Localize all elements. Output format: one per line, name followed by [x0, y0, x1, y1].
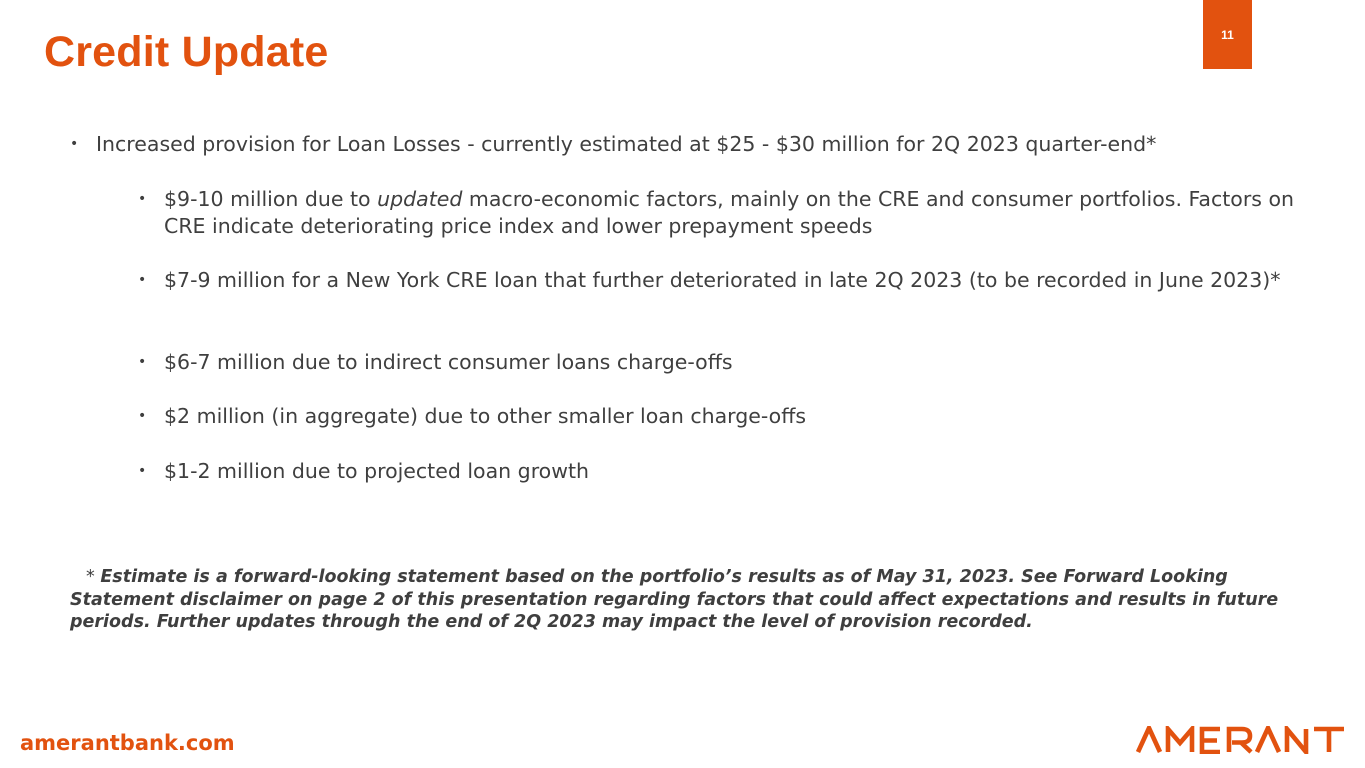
sub-bullet-macro-emphasis: updated [377, 187, 463, 211]
sub-bullet-smaller-loans [138, 403, 1314, 430]
bullet-dot: • [138, 463, 147, 479]
bullet-dot: • [70, 136, 79, 152]
bullet-dot: • [138, 408, 147, 424]
bullet-dot: • [138, 354, 147, 370]
footnote-text: Estimate is a forward-looking statement based on the portfolio’s results as of May 31, 2023. See Forward Looking Statement disclaimer on page 2 of this presentation regarding factors that could affect expectations and results in future periods. Further updates through the end of 2Q 2023 may impact the level of provision recorded. [70, 567, 1279, 632]
page-number: 11 [1221, 27, 1234, 42]
sub-bullet-smaller-loans-text: $2 million (in aggregate) due to other smaller loan charge-offs [164, 404, 806, 428]
page-number-badge [1203, 0, 1252, 69]
main-bullet-text: Increased provision for Loan Losses - currently estimated at $25 - $30 million for 2Q 2023 quarter-end* [96, 132, 1157, 156]
sub-bullet-loan-growth-text: $1-2 million due to projected loan growth [164, 459, 590, 483]
main-bullet [70, 131, 1336, 158]
sub-bullet-consumer [138, 349, 1314, 376]
forward-looking-footnote [70, 566, 1310, 634]
sub-bullet-ny-cre [138, 267, 1314, 294]
sub-bullet-ny-cre-text: $7-9 million for a New York CRE loan that further deteriorated in late 2Q 2023 (to be recorded in June 2023)* [164, 268, 1281, 292]
sub-bullet-consumer-text: $6-7 million due to indirect consumer loans charge-offs [164, 350, 733, 374]
bullet-dot: • [138, 191, 147, 207]
sub-bullet-macro [138, 186, 1314, 240]
footnote-asterisk: * [86, 567, 101, 587]
sub-bullet-macro-text-end: macro-economic factors, mainly on the CRE and consumer portfolios. Factors on CRE indicate deteriorating price index and lower prepayment speeds [164, 187, 1294, 238]
bullet-dot: • [138, 272, 147, 288]
website-url: amerantbank.com [20, 731, 235, 755]
sub-bullet-loan-growth [138, 458, 1314, 485]
amerant-logo [1136, 726, 1348, 754]
page-title: Credit Update [44, 28, 329, 76]
sub-bullet-macro-text-start: $9-10 million due to [164, 187, 378, 211]
